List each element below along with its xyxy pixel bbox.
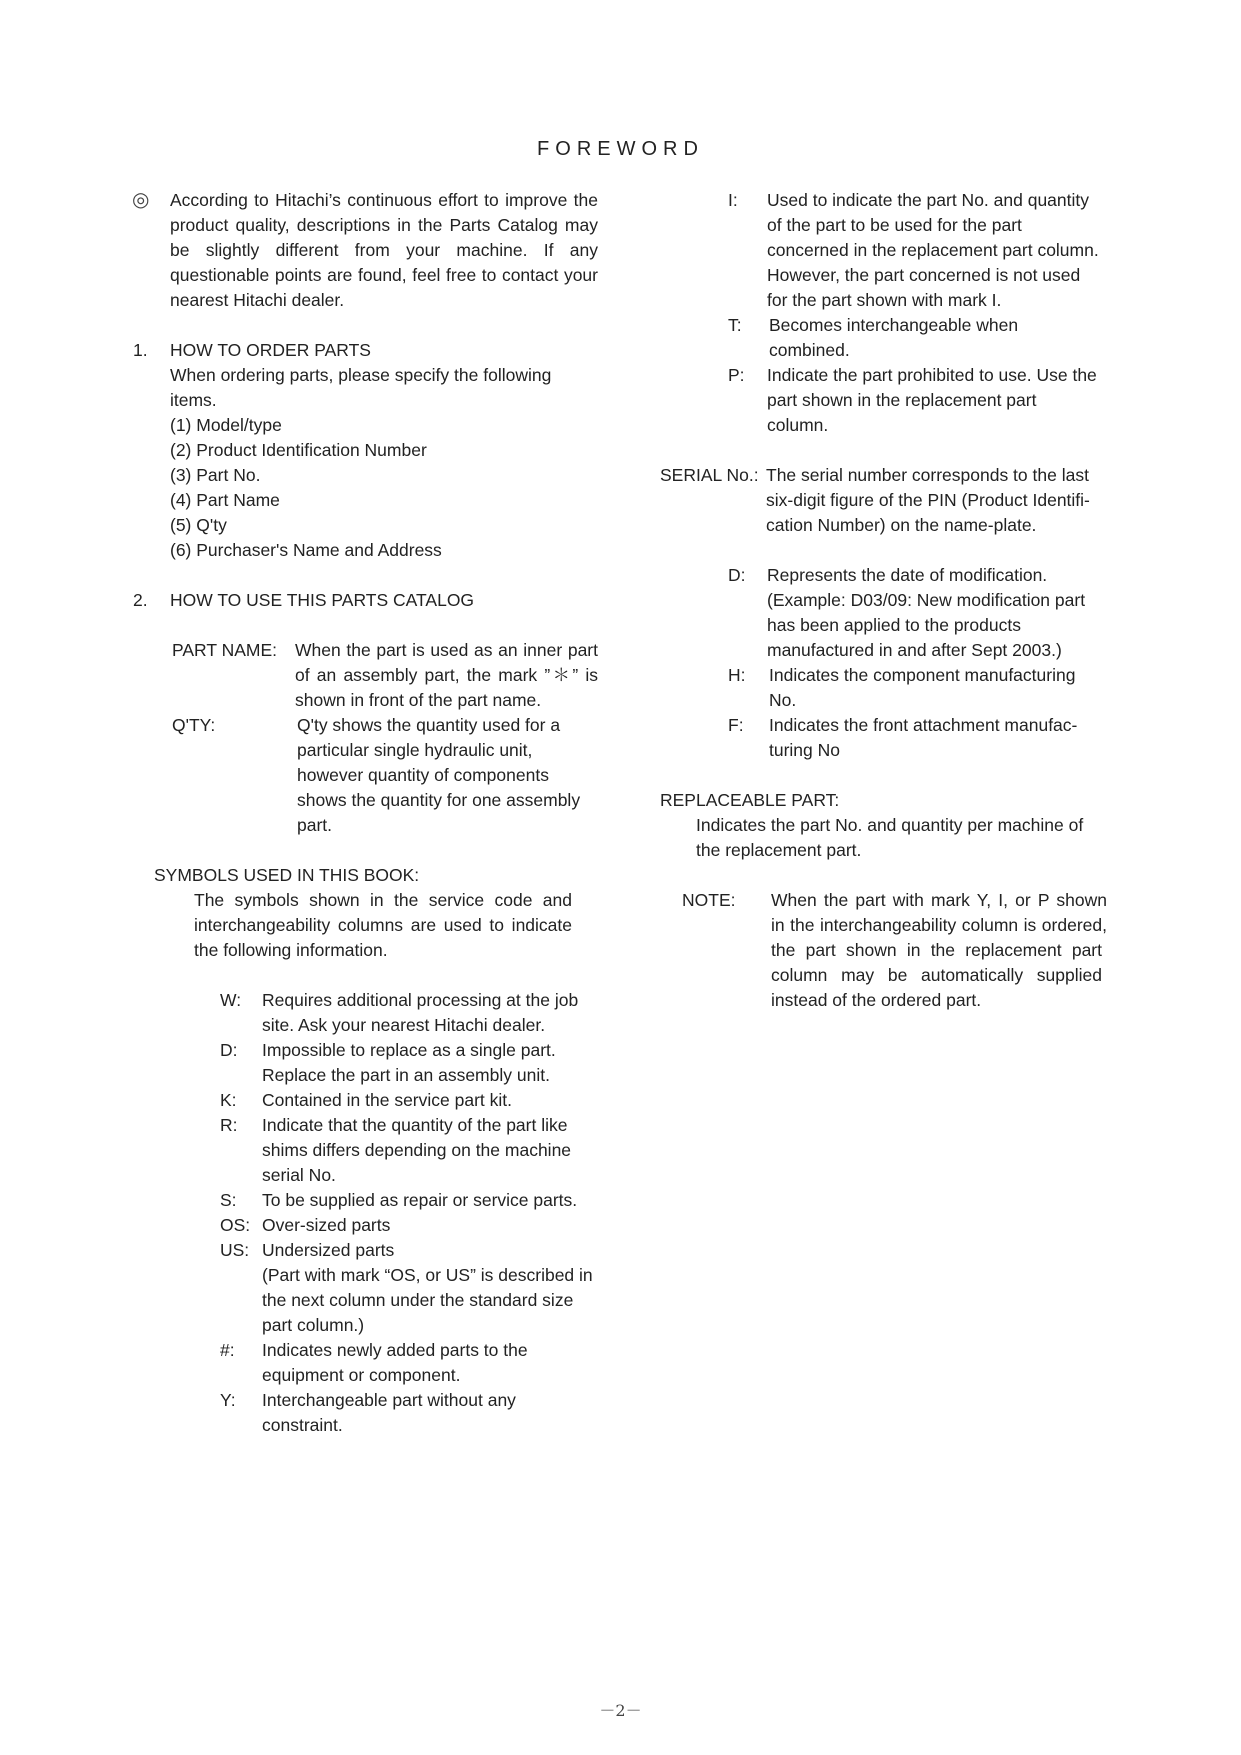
symbol-code: US: xyxy=(220,1240,250,1260)
symbol-text: turing No xyxy=(769,740,841,760)
section-text: When ordering parts, please specify the following xyxy=(170,365,552,385)
section-text: items. xyxy=(170,390,217,410)
qty-text: Q'ty shows the quantity used for a xyxy=(297,715,561,735)
symbol-code: I: xyxy=(728,190,738,210)
qty-text: part. xyxy=(297,815,333,835)
symbol-text: concerned in the replacement part column. xyxy=(767,240,1099,260)
note-text: column may be automatically supplied xyxy=(771,965,1102,985)
symbol-code: D: xyxy=(220,1040,238,1060)
symbol-code: K: xyxy=(220,1090,237,1110)
symbol-text: Over-sized parts xyxy=(262,1215,391,1235)
symbol-text: Indicates the component manufacturing xyxy=(769,665,1076,685)
symbol-text: equipment or component. xyxy=(262,1365,461,1385)
order-item: (1) Model/type xyxy=(170,415,282,435)
order-item: (4) Part Name xyxy=(170,490,280,510)
symbol-text: Impossible to replace as a single part. xyxy=(262,1040,556,1060)
symbols-heading: SYMBOLS USED IN THIS BOOK: xyxy=(154,865,420,885)
symbol-text: manufactured in and after Sept 2003.) xyxy=(767,640,1062,660)
symbol-text: for the part shown with mark I. xyxy=(767,290,1002,310)
part-name-text: shown in front of the part name. xyxy=(295,690,542,710)
qty-label: Q'TY: xyxy=(172,715,216,735)
symbol-text: serial No. xyxy=(262,1165,336,1185)
part-name-label: PART NAME: xyxy=(172,640,278,660)
symbol-text: (Example: D03/09: New modification part xyxy=(767,590,1086,610)
replaceable-text: Indicates the part No. and quantity per machine of xyxy=(696,815,1084,835)
serial-label: SERIAL No.: xyxy=(660,465,759,485)
symbol-code: Y: xyxy=(220,1390,236,1410)
symbol-text: constraint. xyxy=(262,1415,343,1435)
intro-bullet-icon: ◎ xyxy=(132,189,150,211)
symbols-text: The symbols shown in the service code and xyxy=(194,890,572,910)
qty-text: however quantity of components xyxy=(297,765,549,785)
qty-text: particular single hydraulic unit, xyxy=(297,740,533,760)
intro-line: According to Hitachi’s continuous effort to improve the xyxy=(170,190,598,210)
serial-text: cation Number) on the name-plate. xyxy=(766,515,1037,535)
symbol-text: Contained in the service part kit. xyxy=(262,1090,512,1110)
symbol-text: Interchangeable part without any xyxy=(262,1390,516,1410)
note-text: the part shown in the replacement part xyxy=(771,940,1102,960)
symbol-code: H: xyxy=(728,665,746,685)
symbol-code: #: xyxy=(220,1340,235,1360)
symbol-code: D: xyxy=(728,565,746,585)
section-number: 1. xyxy=(133,340,148,360)
symbol-text: (Part with mark “OS, or US” is described in xyxy=(262,1265,593,1285)
symbol-text: Becomes interchangeable when xyxy=(769,315,1019,335)
symbol-code: F: xyxy=(728,715,744,735)
symbol-code: W: xyxy=(220,990,242,1010)
order-item: (3) Part No. xyxy=(170,465,261,485)
symbol-text: has been applied to the products xyxy=(767,615,1021,635)
note-text: When the part with mark Y, I, or P shown xyxy=(771,890,1107,910)
symbol-text: combined. xyxy=(769,340,850,360)
serial-text: six-digit figure of the PIN (Product Identifi- xyxy=(766,490,1090,510)
symbol-text: part column.) xyxy=(262,1315,365,1335)
intro-line: be slightly different from your machine. If any xyxy=(170,240,598,260)
symbol-text: Undersized parts xyxy=(262,1240,395,1260)
symbol-code: T: xyxy=(728,315,742,335)
symbol-text: of the part to be used for the part xyxy=(767,215,1022,235)
symbol-text: However, the part concerned is not used xyxy=(767,265,1081,285)
symbol-text: Replace the part in an assembly unit. xyxy=(262,1065,550,1085)
symbol-code: P: xyxy=(728,365,745,385)
section-heading: HOW TO USE THIS PARTS CATALOG xyxy=(170,590,475,610)
intro-line: questionable points are found, feel free to contact your xyxy=(170,265,598,285)
intro-line: nearest Hitachi dealer. xyxy=(170,290,345,310)
replaceable-text: the replacement part. xyxy=(696,840,862,860)
qty-text: shows the quantity for one assembly xyxy=(297,790,581,810)
symbol-text: the next column under the standard size xyxy=(262,1290,574,1310)
order-item: (2) Product Identification Number xyxy=(170,440,427,460)
symbol-text: No. xyxy=(769,690,797,710)
symbol-text: To be supplied as repair or service parts. xyxy=(262,1190,578,1210)
symbol-code: S: xyxy=(220,1190,237,1210)
note-label: NOTE: xyxy=(682,890,736,910)
part-name-text: of an assembly part, the mark ”＊” is xyxy=(295,665,598,685)
order-item: (5) Q'ty xyxy=(170,515,227,535)
symbol-text: Used to indicate the part No. and quantity xyxy=(767,190,1090,210)
note-text: in the interchangeability column is ordered, xyxy=(771,915,1107,935)
order-item: (6) Purchaser's Name and Address xyxy=(170,540,442,560)
page-title: FOREWORD xyxy=(537,138,704,160)
symbol-text: Represents the date of modification. xyxy=(767,565,1048,585)
symbol-text: Indicates newly added parts to the xyxy=(262,1340,528,1360)
symbols-text: interchangeability columns are used to indicate xyxy=(194,915,572,935)
section-heading: HOW TO ORDER PARTS xyxy=(170,340,371,360)
section-number: 2. xyxy=(133,590,148,610)
replaceable-heading: REPLACEABLE PART: xyxy=(660,790,840,810)
symbol-text: Indicates the front attachment manufac- xyxy=(769,715,1078,735)
serial-text: The serial number corresponds to the last xyxy=(766,465,1089,485)
symbol-text: part shown in the replacement part xyxy=(767,390,1037,410)
note-text: instead of the ordered part. xyxy=(771,990,982,1010)
symbol-text: site. Ask your nearest Hitachi dealer. xyxy=(262,1015,546,1035)
page-number: －2－ xyxy=(599,1701,642,1720)
symbol-text: Requires additional processing at the job xyxy=(262,990,579,1010)
symbol-text: column. xyxy=(767,415,829,435)
part-name-text: When the part is used as an inner part xyxy=(295,640,598,660)
symbol-code: OS: xyxy=(220,1215,251,1235)
symbol-text: Indicate the part prohibited to use. Use the xyxy=(767,365,1097,385)
symbol-code: R: xyxy=(220,1115,238,1135)
symbols-text: the following information. xyxy=(194,940,388,960)
symbol-text: shims differs depending on the machine xyxy=(262,1140,572,1160)
symbol-text: Indicate that the quantity of the part like xyxy=(262,1115,568,1135)
intro-line: product quality, descriptions in the Parts Catalog may xyxy=(170,215,598,235)
